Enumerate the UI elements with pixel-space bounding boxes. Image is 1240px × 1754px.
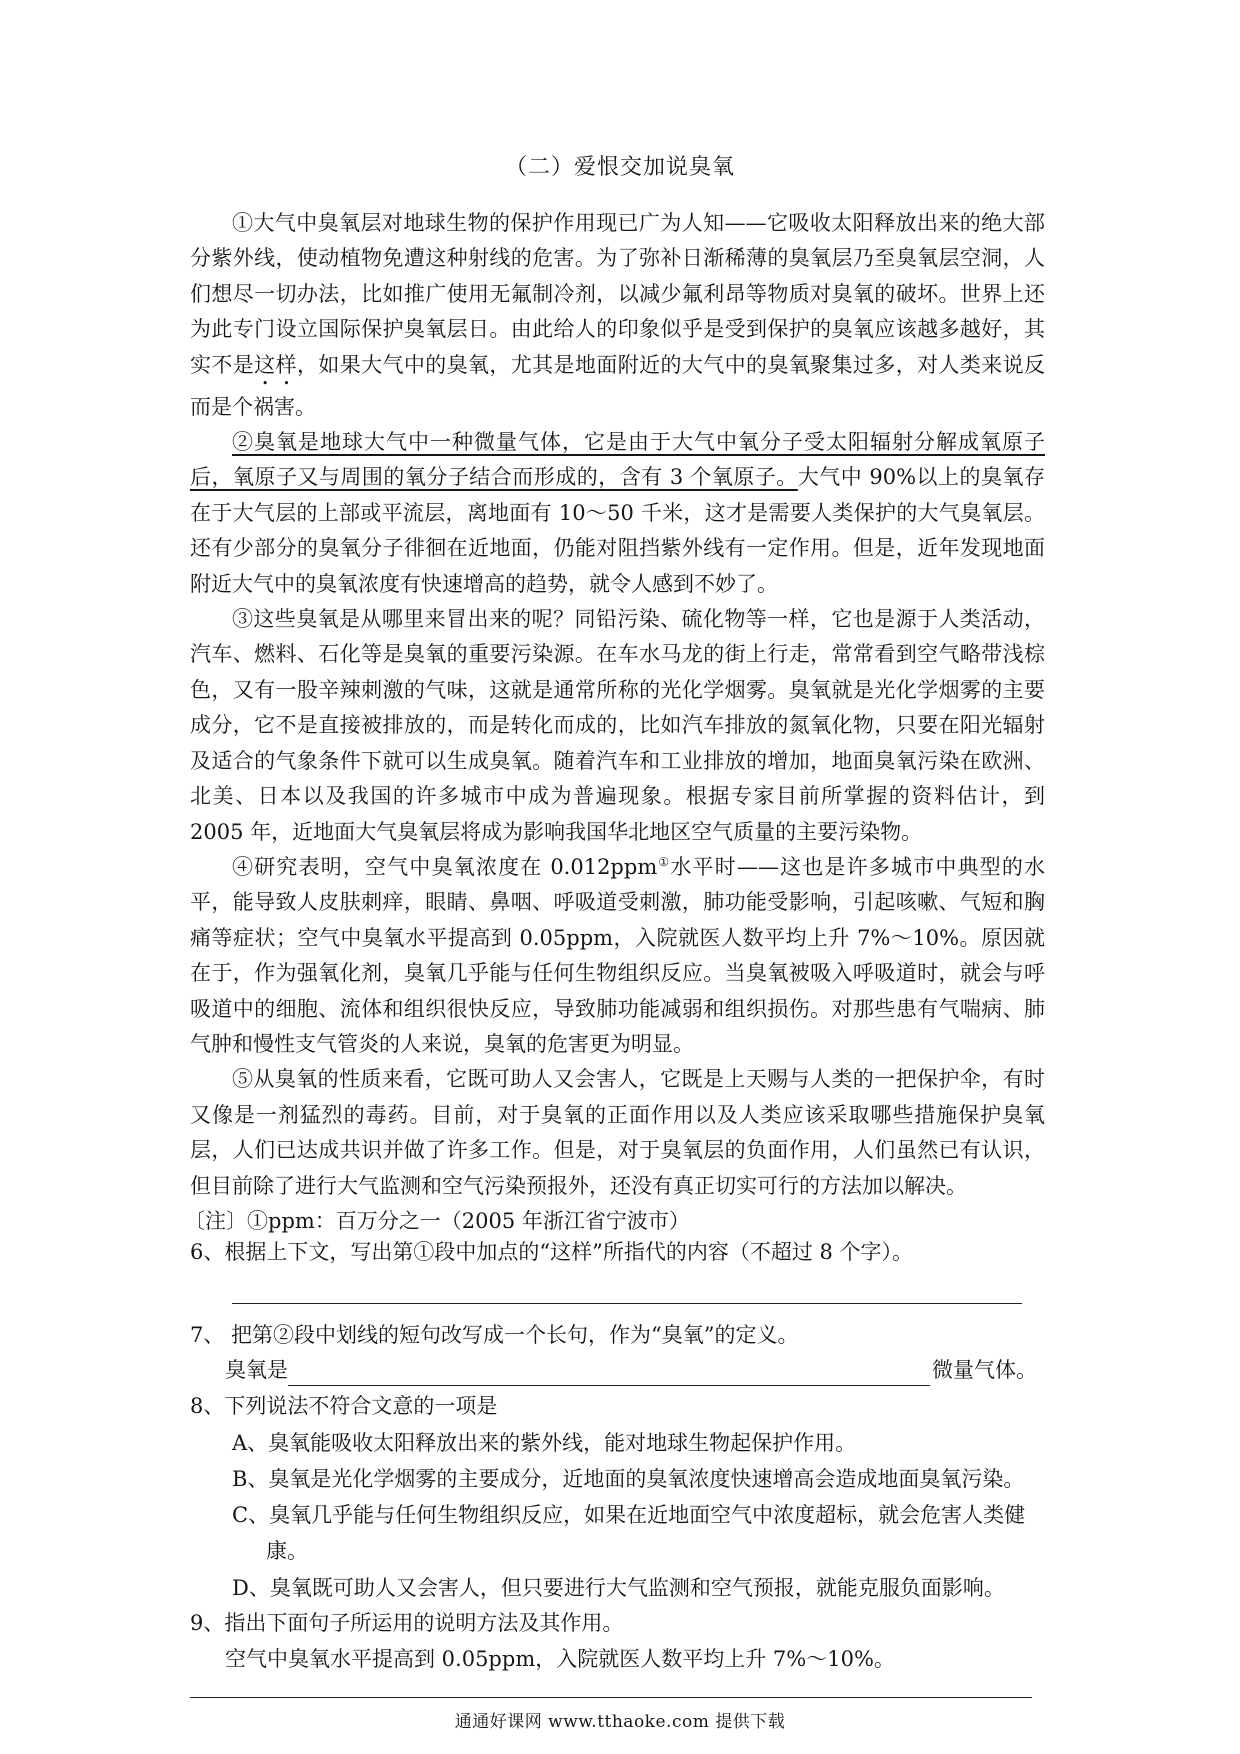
underlined-sentence: ②臭氧是地球大气中一种微量气体，它是由于大气中氧分子受太阳辐射分解成氧原子后，氧原子又与周围的氧分子结合而形成的，含有 3 个氧原子。 [190, 430, 1045, 490]
question-7: 7、 把第②段中划线的短句改写成一个长句，作为“臭氧”的定义。 [190, 1323, 799, 1347]
article-body [184, 206, 1046, 1239]
question-8: 8、下列说法不符合文意的一项是 [190, 1394, 498, 1418]
question-9: 9、指出下面句子所运用的说明方法及其作用。 [190, 1611, 624, 1635]
page-footer: 通通好课网 www.tthaoke.com 提供下载 [454, 1712, 786, 1732]
option-c-continued: 康。 [266, 1539, 308, 1563]
option-d: D、臭氧既可助人又会害人，但只要进行大气监测和空气预报，就能克服负面影响。 [232, 1576, 1005, 1600]
dotted-phrase: 这样 [254, 352, 297, 377]
footnote: 〔注〕①ppm：百万分之一（2005 年浙江省宁波市） [184, 1208, 690, 1233]
paragraph-4: ④研究表明，空气中臭氧浓度在 0.012ppm①水平时——这也是许多城市中典型的水平，能导致人皮肤刺痒，眼睛、鼻咽、呼吸道受刺激，肺功能受影响，引起咳嗽、气短和胸痛等症状；空气中臭氧水平提高到 0.05ppm，入院就医人数平均上升 7%～10%。原因就在于，作为强氧化剂，臭氧几乎能与任何生物组织反应。当臭氧被吸入呼吸道时，就会与呼吸道中的细胞、流体和组织很快反应，导致肺功能减弱和组织损伤。对那些患有气喘病、肺气肿和慢性支气管炎的人来说，臭氧的危害更为明显。 [190, 854, 1046, 1056]
option-c: C、臭氧几乎能与任何生物组织反应，如果在近地面空气中浓度超标，就会危害人类健 [232, 1503, 1026, 1527]
q7-suffix: 微量气体。 [932, 1358, 1037, 1382]
paragraph-2: ②臭氧是地球大气中一种微量气体，它是由于大气中氧分子受太阳辐射分解成氧原子后，氧原子又与周围的氧分子结合而形成的，含有 3 个氧原子。大气中 90%以上的臭氧存在于大气层的上部或平流层，离地面有 10～50 千米，这才是需要人类保护的大气臭氧层。还有少部分的臭氧分子徘徊在近地面，仍能对阻挡紫外线有一定作用。但是，近年发现地面附近大气中的臭氧浓度有快速增高的趋势，就令人感到不妙了。 [190, 430, 1045, 596]
paragraph-1: ①大气中臭氧层对地球生物的保护作用现已广为人知——它吸收太阳释放出来的绝大部分紫外线，使动植物免遭这种射线的危害。为了弥补日渐稀薄的臭氧层乃至臭氧层空洞，人们想尽一切办法，比如推广使用无氟制冷剂，以减少氟利昂等物质对臭氧的破坏。世界上还为此专门设立国际保护臭氧层日。由此给人的印象似乎是受到保护的臭氧应该越多越好，其实不是这样，如果大气中的臭氧，尤其是地面附近的大气中的臭氧聚集过多，对人类来说反而是个祸害。 [190, 211, 1046, 419]
answer-line-9[interactable] [190, 1697, 1032, 1698]
option-b: B、臭氧是光化学烟雾的主要成分，近地面的臭氧浓度快速增高会造成地面臭氧污染。 [232, 1467, 1025, 1491]
answer-line-7[interactable] [288, 1385, 930, 1386]
article-title: （二）爱恨交加说臭氧 [504, 155, 735, 180]
paragraph-3: ③这些臭氧是从哪里来冒出来的呢？同铅污染、硫化物等一样，它也是源于人类活动，汽车、燃料、石化等是臭氧的重要污染源。在车水马龙的街上行走，常常看到空气略带浅棕色，又有一股辛辣刺激的气味，这就是通常所称的光化学烟雾。臭氧就是光化学烟雾的主要成分，它不是直接被排放的，而是转化而成的，比如汽车排放的氮氧化物，只要在阳光辐射及适合的气象条件下就可以生成臭氧。随着汽车和工业排放的增加，地面臭氧污染在欧洲、北美、日本以及我国的许多城市中成为普遍现象。根据专家目前所掌握的资料估计，到 2005 年，近地面大气臭氧层将成为影响我国华北地区空气质量的主要污染物。 [190, 607, 1045, 844]
paragraph-5: ⑤从臭氧的性质来看，它既可助人又会害人，它既是上天赐与人类的一把保护伞，有时又像是一剂猛烈的毒药。目前，对于臭氧的正面作用以及人类应该采取哪些措施保护臭氧层，人们已达成共识并做了许多工作。但是，对于臭氧层的负面作用，人们虽然已有认识，但目前除了进行大气监测和空气污染预报外，还没有真正切实可行的方法加以解决。 [190, 1067, 1045, 1198]
q9-sentence: 空气中臭氧水平提高到 0.05ppm，入院就医人数平均上升 7%～10%。 [225, 1647, 895, 1671]
option-a: A、臭氧能吸收太阳释放出来的紫外线，能对地球生物起保护作用。 [232, 1431, 857, 1455]
q7-prefix: 臭氧是 [225, 1358, 288, 1382]
question-6: 6、根据上下文，写出第①段中加点的“这样”所指代的内容（不超过 8 个字）。 [190, 1240, 914, 1264]
footnote-mark: ① [657, 854, 671, 869]
answer-line-6[interactable] [232, 1303, 1022, 1304]
